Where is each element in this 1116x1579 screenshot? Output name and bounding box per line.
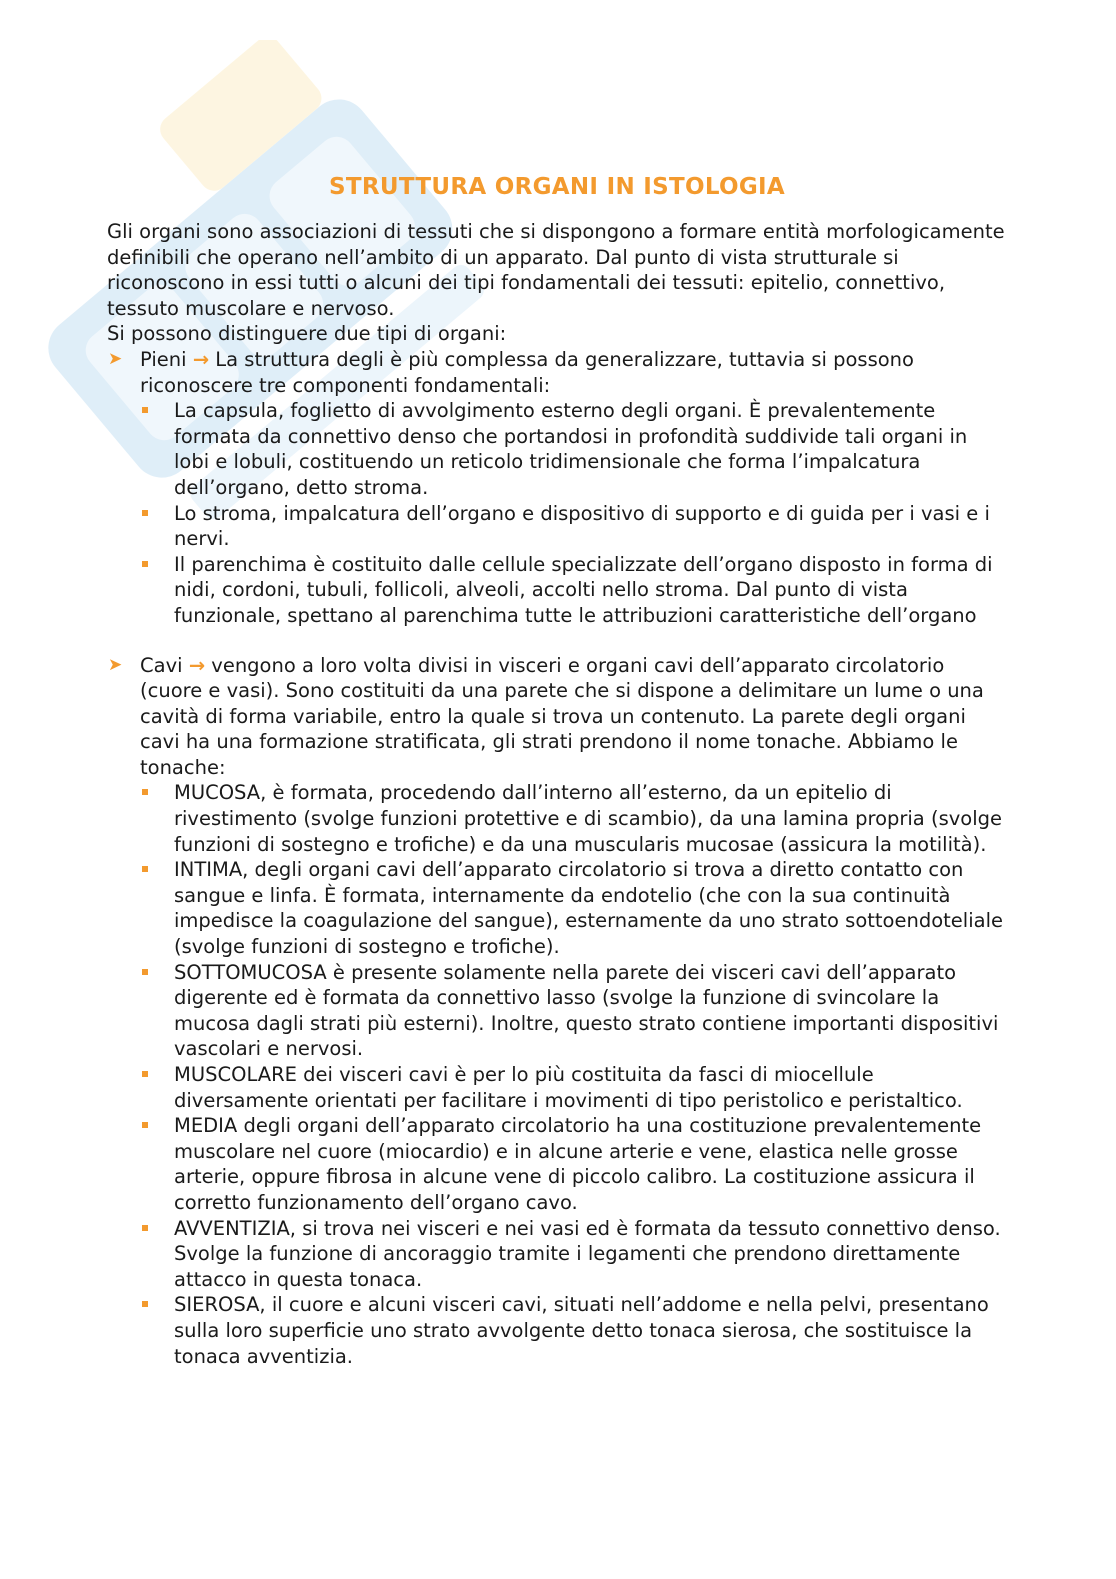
square-bullet-icon — [142, 1071, 148, 1077]
square-bullet-icon — [142, 1122, 148, 1128]
types-intro: Si possono distinguere due tipi di organi: — [107, 322, 507, 346]
square-bullet-icon — [142, 1301, 148, 1307]
square-bullet-icon — [142, 561, 148, 567]
section-label: Pieni — [140, 347, 187, 371]
list-item — [140, 857, 1007, 959]
list-item-text: Lo stroma, impalcatura dell’organo e dispositivo di supporto e di guida per i vasi e i nervi. — [174, 501, 990, 551]
document-title: STRUTTURA ORGANI IN ISTOLOGIA — [329, 174, 785, 200]
list-item — [140, 552, 1007, 629]
intro-paragraph: Gli organi sono associazioni di tessuti che si dispongono a formare entità morfologicamente definibili che operano nell’ambito di un apparato. Dal punto di vista strutturale si riconoscono in essi tutti o alcuni dei tipi fondamentali dei tessuti: epitelio, connettivo, tessuto muscolare e nervoso. — [107, 220, 1005, 320]
list-item — [140, 960, 1007, 1062]
square-bullet-icon — [142, 510, 148, 516]
list-item-text: AVVENTIZIA, si trova nei visceri e nei vasi ed è formata da tessuto connettivo denso. Svolge la funzione di ancoraggio tramite i legamenti che prendono direttamente attacco in questa tonaca. — [174, 1216, 1001, 1291]
right-arrow-icon: → — [192, 347, 210, 371]
right-arrow-icon: → — [188, 653, 206, 677]
list-item-cavi — [107, 653, 1007, 1370]
square-bullet-icon — [142, 789, 148, 795]
list-item-text: La capsula, foglietto di avvolgimento esterno degli organi. È prevalentemente formata da connettivo denso che portandosi in profondità suddivide tali organi in lobi e lobuli, costituendo un reticolo tridimensionale che forma l’impalcatura dell’organo, detto stroma. — [174, 399, 968, 499]
list-item-text: SIEROSA, il cuore e alcuni visceri cavi, situati nell’addome e nella pelvi, presentano sulla loro superficie uno strato avvolgente detto tonaca sierosa, che sostituisce la tonaca avventizia. — [174, 1293, 989, 1368]
list-item — [140, 501, 1007, 552]
list-item — [140, 1113, 1007, 1215]
arrow-bullet-icon: ➤ — [108, 348, 123, 369]
section-text: vengono a loro volta divisi in visceri e organi cavi dell’apparato circolatorio (cuore e vasi). Sono costituiti da una parete che si dispone a delimitare un lume o una cavità di forma variabile, entro la quale si trova un contenuto. La parete degli organi cavi ha una formazione stratificata, gli strati prendono il nome tonache. Abbiamo le tonache: — [140, 653, 984, 779]
square-bullet-icon — [142, 969, 148, 975]
list-item-text: Il parenchima è costituito dalle cellule specializzate dell’organo disposto in forma di nidi, cordoni, tubuli, follicoli, alveoli, accolti nello stroma. Dal punto di vista funzionale, spettano al parenchima tutte le attribuzioni caratteristiche dell’organo — [174, 552, 993, 627]
list-item-text: INTIMA, degli organi cavi dell’apparato circolatorio si trova a diretto contatto con sangue e linfa. È formata, internamente da endotelio (che con la sua continuità impedisce la coagulazione del sangue), esternamente da uno strato sottoendoteliale (svolge funzioni di sostegno e trofiche). — [174, 858, 1003, 959]
tonache-list — [140, 780, 1007, 1369]
pieni-components-list — [140, 398, 1007, 628]
square-bullet-icon — [142, 866, 148, 872]
list-item-text: MUSCOLARE dei visceri cavi è per lo più costituita da fasci di miocellule diversamente orientati per facilitare i movimenti di tipo peristolico e peristaltico. — [174, 1063, 963, 1112]
list-item-text: MUCOSA, è formata, procedendo dall’interno all’esterno, da un epitelio di rivestimento (svolge funzioni protettive e di scambio), da una lamina propria (svolge funzioni di sostegno e trofiche) e da una muscularis mucosae (assicura la motilità). — [174, 781, 1002, 856]
list-item-text: SOTTOMUCOSA è presente solamente nella parete dei visceri cavi dell’apparato digerente ed è formata da connettivo lasso (svolge la funzione di svincolare la mucosa dagli strati più esterni). Inoltre, questo strato contiene importanti dispositivi vascolari e nervosi. — [174, 960, 999, 1061]
square-bullet-icon — [142, 1225, 148, 1231]
section-label: Cavi — [140, 653, 183, 677]
document-page — [107, 172, 1007, 1369]
list-item — [140, 1292, 1007, 1369]
list-item-pieni — [107, 347, 1007, 629]
list-item — [140, 398, 1007, 500]
list-item — [140, 780, 1007, 857]
list-item-text: MEDIA degli organi dell’apparato circolatorio ha una costituzione prevalentemente muscolare nel cuore (miocardio) e in alcune arterie e vene, elastica nelle grosse arterie, oppure fibrosa in alcune vene di piccolo calibro. La costituzione assicura il corretto funzionamento dell’organo cavo. — [174, 1114, 982, 1214]
square-bullet-icon — [142, 407, 148, 413]
list-item — [140, 1062, 1007, 1113]
list-item — [140, 1216, 1007, 1293]
organ-types-list — [107, 347, 1007, 1369]
section-text: La struttura degli è più complessa da generalizzare, tuttavia si possono riconoscere tre componenti fondamentali: — [140, 347, 914, 397]
arrow-bullet-icon: ➤ — [108, 654, 123, 675]
